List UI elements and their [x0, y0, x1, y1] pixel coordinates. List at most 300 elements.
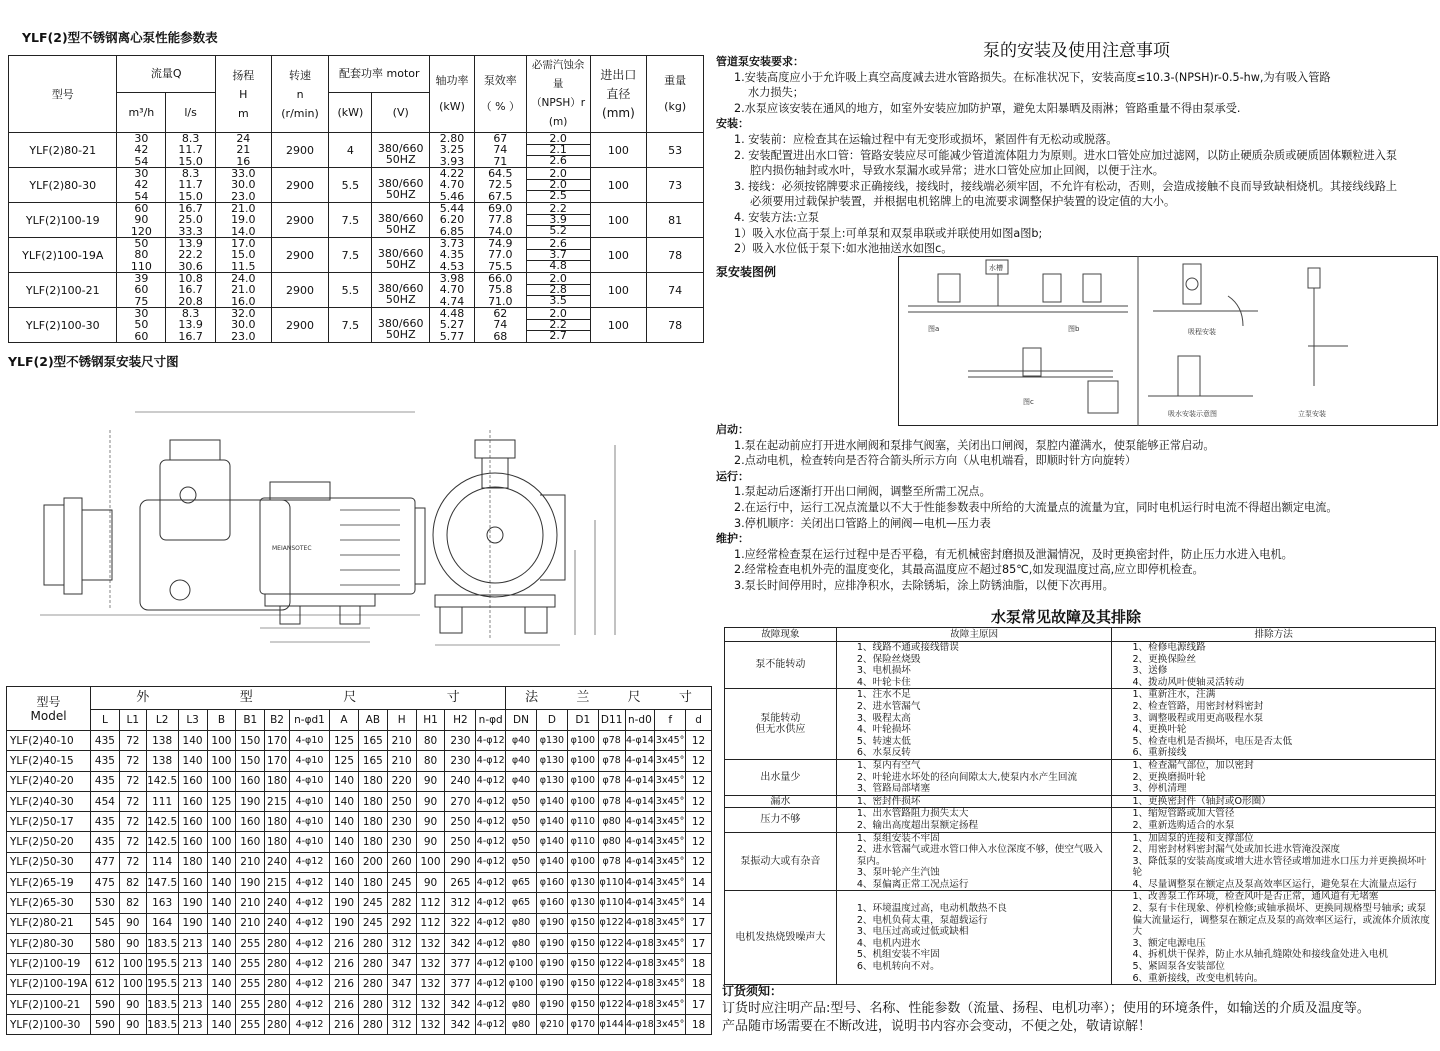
diagram-title: 泵安装图例 — [716, 265, 777, 279]
dim-value: 4-φ12 — [289, 954, 329, 974]
perf-voltage-v: 380/660 — [377, 211, 424, 225]
dim-value: 90 — [416, 791, 445, 811]
perf-e-value: 66.0 — [488, 272, 513, 286]
dim-value: 140 — [330, 791, 359, 811]
fault-causes — [836, 689, 1112, 760]
dim-model: YLF(2)40-15 — [7, 751, 91, 771]
dim-row — [7, 751, 712, 771]
perf-e-value: 62 — [493, 307, 508, 321]
dim-value: 215 — [265, 873, 290, 893]
dim-value: 132 — [416, 974, 445, 994]
dim-value: 4-φ12 — [476, 1015, 506, 1035]
perf-row — [9, 238, 704, 273]
fault-title: 水泵常见故障及其排除 — [991, 608, 1142, 626]
dim-value: 435 — [91, 771, 120, 791]
operation-section — [716, 422, 1438, 594]
dim-value: 190 — [330, 913, 359, 933]
dim-value: 125 — [330, 731, 359, 751]
perf-weight: 81 — [647, 203, 704, 238]
fault-fixes-item: 4、尽量调整泵在额定点及泵高效率区运行，避免泵在大流量点运行 — [1132, 878, 1417, 890]
dim-value: 377 — [445, 974, 476, 994]
dim-value: 72 — [119, 771, 146, 791]
dim-value: 200 — [358, 852, 387, 872]
order-section — [722, 982, 1370, 1036]
dim-value: φ190 — [536, 933, 567, 953]
perf-q1-value: 42 — [134, 143, 149, 157]
dim-value: 160 — [236, 771, 265, 791]
perf-e-value: 75.8 — [488, 283, 513, 297]
dim-value: 4-φ18 — [625, 913, 655, 933]
dim-col-header: H2 — [445, 710, 476, 731]
dim-value: 216 — [330, 974, 359, 994]
perf-q2-value: 16.7 — [178, 202, 203, 216]
dim-value: 160 — [236, 832, 265, 852]
perf-q2-value: 11.7 — [178, 143, 203, 157]
dim-value: 280 — [265, 1015, 290, 1035]
dim-value: 240 — [265, 913, 290, 933]
dim-value: 180 — [178, 852, 207, 872]
fault-causes-item: 2、叶轮进水坏处的径向间隙太大,使泵内水产生回流 — [856, 771, 1078, 783]
dim-col-header: H1 — [416, 710, 445, 731]
perf-p-value: 5.77 — [439, 329, 465, 343]
perf-h-value: 33.0 — [231, 167, 256, 181]
perf-voltage-v: 380/660 — [377, 141, 424, 155]
dim-row — [7, 1015, 712, 1035]
dim-col-header: L1 — [119, 710, 146, 731]
perf-q2-value: 11.7 — [178, 178, 203, 192]
fault-fixes — [1112, 891, 1436, 985]
perf-e — [474, 133, 526, 168]
perf-npsh-value: 2.1 — [527, 145, 590, 156]
dim-col-header: n-φd — [476, 710, 506, 731]
perf-npsh-value: 2.8 — [527, 285, 590, 296]
perf-voltage-v: 380/660 — [377, 316, 424, 330]
order-line-1: 订货时应注明产品:型号、名称、性能参数（流量、扬程、电机功率）；使用的环境条件，如输送的介质及温度等。 — [722, 1001, 1370, 1016]
dim-value: φ130 — [536, 731, 567, 751]
dim-value: 280 — [358, 994, 387, 1014]
perf-q1 — [117, 273, 166, 308]
dim-value: 312 — [387, 1015, 416, 1035]
dim-value: 250 — [445, 832, 476, 852]
perf-voltage — [372, 238, 430, 273]
fault-symptom: 压力不够 — [725, 808, 837, 832]
dim-value: 4-φ14 — [625, 751, 655, 771]
perf-p-value: 6.85 — [439, 224, 465, 238]
fault-causes-item: 4、电机内进水 — [856, 937, 921, 949]
perf-q1-value: 60 — [134, 329, 149, 343]
perf-q2-value: 10.8 — [178, 272, 203, 286]
dim-value: 3x45° — [655, 731, 686, 751]
dim-col-header: f — [655, 710, 686, 731]
run-2: 2.在运行中，运行工况点流量以不大于性能参数表中所给的大流量点的流量为宜，同时电机运行时电流不得超出额定电流。 — [734, 500, 1338, 514]
dim-value: 213 — [178, 1015, 207, 1035]
perf-p-value: 3.73 — [439, 237, 465, 251]
install-2b: 腔内损伤轴封或水叶，导致水泵漏水或异常；进水口管处应加止回阀，以便于注水。 — [750, 164, 1164, 178]
dim-value: 240 — [265, 893, 290, 913]
dim-value: 147.5 — [146, 873, 178, 893]
dim-value: 3x45° — [655, 1015, 686, 1035]
install-4: 4. 安装方法:立泵 — [734, 210, 820, 224]
fault-fixes-item: 2、更换磨损叶轮 — [1132, 771, 1206, 783]
dim-value: 14 — [686, 873, 712, 893]
dim-value: 3x45° — [655, 852, 686, 872]
fault-fixes-item: 5、检查电机是否损坏，电压是否太低 — [1132, 735, 1293, 747]
dim-value: 17 — [686, 933, 712, 953]
perf-h — [215, 273, 271, 308]
perf-npsh-value: 5.2 — [549, 224, 567, 238]
dim-value: 138 — [146, 731, 178, 751]
perf-port: 100 — [590, 238, 647, 273]
dim-value: 72 — [119, 832, 146, 852]
dim-value: 180 — [358, 791, 387, 811]
perf-npsh — [526, 273, 590, 308]
dim-value: φ190 — [536, 974, 567, 994]
dim-value: 180 — [265, 832, 290, 852]
dim-value: 82 — [119, 893, 146, 913]
perf-q2-value: 25.0 — [178, 213, 203, 227]
perf-p-value: 4.74 — [439, 294, 465, 308]
fault-fixes-item: 3、额定电源电压 — [1132, 937, 1206, 949]
svg-text:吸水安装示意图: 吸水安装示意图 — [1168, 410, 1217, 418]
dim-value: 12 — [686, 832, 712, 852]
dim-value: 140 — [207, 994, 236, 1014]
perf-voltage-hz: 50HZ — [385, 258, 416, 271]
dim-value: 3x45° — [655, 933, 686, 953]
perf-weight: 78 — [647, 308, 704, 343]
fault-fixes-item: 3、调整吸程或用更高吸程水泵 — [1132, 712, 1264, 724]
fault-fixes-item: 4、拨动风叶使轴灵活转动 — [1132, 676, 1245, 688]
perf-h-value: 21.0 — [231, 202, 256, 216]
fault-fixes-item: 2、更换保险丝 — [1132, 653, 1197, 665]
perf-h-value: 17.0 — [231, 237, 256, 251]
dim-value: 3x45° — [655, 913, 686, 933]
dim-value: 245 — [358, 893, 387, 913]
fault-causes — [836, 891, 1112, 985]
fault-fixes-item: 6、重新接线，改变电机转向。 — [1132, 972, 1264, 984]
dim-value: 3x45° — [655, 751, 686, 771]
perf-speed: 2900 — [271, 203, 329, 238]
pipe-req-2: 2.水泵应该安装在通风的地方，如室外安装应加防护罩，避免太阳暴晒及雨淋；管路重量不得由泵承受. — [734, 101, 1241, 115]
installation-drawing — [20, 400, 680, 650]
dim-value: φ100 — [567, 852, 598, 872]
dim-value: 180 — [358, 832, 387, 852]
dim-value: φ150 — [567, 974, 598, 994]
perf-q2 — [166, 168, 216, 203]
perf-port: 100 — [590, 273, 647, 308]
dim-value: φ78 — [598, 771, 625, 791]
install-2: 2. 安装配置进出水口管：管路安装应尽可能减少管道流体阻力为原则。进水口管处应加过滤网，以防止硬质杂质或硬质固体颗粒进入泵 — [734, 148, 1398, 162]
dim-value: φ150 — [567, 933, 598, 953]
dim-value: φ210 — [536, 1015, 567, 1035]
dim-value: φ50 — [506, 791, 537, 811]
dim-value: φ50 — [506, 812, 537, 832]
dim-drawing-title: YLF(2)型不锈钢泵安装尺寸图 — [8, 354, 179, 369]
dim-value: 140 — [207, 933, 236, 953]
dim-value: φ78 — [598, 791, 625, 811]
dim-model: YLF(2)100-30 — [7, 1015, 91, 1035]
dim-value: 140 — [178, 751, 207, 771]
dim-value: 183.5 — [146, 1015, 178, 1035]
perf-e-value: 75.5 — [488, 259, 513, 273]
start-1: 1.泵在起动前应打开进水闸阀和泵排气阀塞，关闭出口闸阀，泵腔内灌满水，使泵能够正常启动。 — [734, 438, 1215, 452]
dim-value: φ122 — [598, 994, 625, 1014]
fault-causes-item: 1、注水不足 — [856, 689, 911, 701]
dim-value: 170 — [265, 751, 290, 771]
perf-weight: 73 — [647, 168, 704, 203]
dim-model: YLF(2)50-17 — [7, 812, 91, 832]
fault-causes-item: 6、水泵反转 — [856, 747, 911, 759]
dim-value: 230 — [387, 812, 416, 832]
dim-value: 4-φ12 — [476, 954, 506, 974]
fault-causes-item: 1、环境温度过高，电动机散热不良 — [856, 903, 1007, 915]
perf-q1-value: 30 — [134, 307, 149, 321]
perf-e-value: 77.0 — [488, 248, 513, 262]
fault-table — [724, 627, 1436, 985]
dim-value: φ80 — [598, 812, 625, 832]
dim-value: 140 — [207, 954, 236, 974]
perf-p-value: 4.48 — [439, 307, 465, 321]
dim-value: φ65 — [506, 893, 537, 913]
perf-q2-value: 8.3 — [181, 307, 200, 321]
dim-model: YLF(2)65-30 — [7, 893, 91, 913]
dim-value: 180 — [358, 873, 387, 893]
dim-value: φ130 — [567, 873, 598, 893]
fault-col-fix: 排除方法 — [1112, 628, 1436, 642]
col-head: 扬程 H m — [215, 56, 271, 133]
dim-value: φ122 — [598, 913, 625, 933]
fault-symptom: 泵能转动 但无水供应 — [725, 689, 837, 760]
dim-value: 4-φ12 — [476, 913, 506, 933]
dim-value: 347 — [387, 954, 416, 974]
perf-npsh-value: 2.0 — [527, 134, 590, 145]
dim-col-header: n-φd1 — [289, 710, 329, 731]
performance-table — [8, 55, 704, 343]
perf-h-value: 21.0 — [231, 283, 256, 297]
perf-p-value: 3.93 — [439, 154, 465, 168]
perf-voltage-hz: 50HZ — [385, 188, 416, 201]
dim-value: 4-φ14 — [625, 873, 655, 893]
perf-npsh — [526, 203, 590, 238]
perf-q2 — [166, 308, 216, 343]
dim-value: 160 — [178, 873, 207, 893]
dim-value: 100 — [207, 832, 236, 852]
dim-col-model: 型号 Model — [7, 687, 91, 731]
dim-value: 72 — [119, 852, 146, 872]
fault-fixes-item: 3、送修 — [1132, 665, 1168, 677]
install-method-2: 2）吸入水位低于泵下:如水池抽送水如图c。 — [734, 242, 953, 256]
dim-value: 190 — [178, 913, 207, 933]
dim-value: φ40 — [506, 731, 537, 751]
dim-value: φ50 — [506, 832, 537, 852]
perf-h-value: 23.0 — [231, 189, 256, 203]
dim-value: 183.5 — [146, 994, 178, 1014]
dim-value: 530 — [91, 893, 120, 913]
fault-col-symptom: 故障现象 — [725, 628, 837, 642]
perf-q2-value: 15.0 — [178, 189, 203, 203]
perf-weight: 78 — [647, 238, 704, 273]
perf-npsh-value: 2.6 — [527, 239, 590, 250]
perf-npsh-value: 2.5 — [549, 189, 567, 203]
perf-speed: 2900 — [271, 308, 329, 343]
dim-value: 213 — [178, 974, 207, 994]
dim-value: 3x45° — [655, 974, 686, 994]
dim-value: 195.5 — [146, 974, 178, 994]
run-title: 运行： — [716, 469, 749, 483]
perf-h-value: 16.0 — [231, 294, 256, 308]
dim-value: 90 — [416, 832, 445, 852]
pump-front-view — [433, 430, 615, 645]
dim-value: 4-φ18 — [625, 954, 655, 974]
dim-value: 90 — [119, 994, 146, 1014]
dim-value: 100 — [207, 812, 236, 832]
dim-value: 4-φ12 — [289, 852, 329, 872]
dim-value: 280 — [358, 933, 387, 953]
perf-npsh — [526, 168, 590, 203]
dim-col-header: d — [686, 710, 712, 731]
dim-value: 160 — [178, 812, 207, 832]
order-line-2: 产品随市场需要在不断改进，说明书内容亦会变动，不便之处，敬请谅解！ — [722, 1019, 1152, 1034]
fault-causes-item: 5、机组安装不牢固 — [856, 949, 940, 961]
dim-value: 132 — [416, 1015, 445, 1035]
perf-speed: 2900 — [271, 238, 329, 273]
dim-value: 213 — [178, 933, 207, 953]
perf-q1-value: 50 — [134, 237, 149, 251]
pipe-req-title: 管道泵安装要求： — [716, 55, 804, 68]
dim-value: 140 — [207, 873, 236, 893]
dim-value: 377 — [445, 954, 476, 974]
dim-value: 14 — [686, 893, 712, 913]
perf-voltage — [372, 273, 430, 308]
dim-value: 255 — [236, 974, 265, 994]
dim-value: φ160 — [536, 873, 567, 893]
perf-h-value: 23.0 — [231, 329, 256, 343]
perf-q2-value: 33.3 — [178, 224, 203, 238]
fault-row — [725, 642, 1436, 689]
dim-row — [7, 873, 712, 893]
perf-p-value: 6.20 — [439, 213, 465, 227]
motor-unit-kw: (kW) — [329, 92, 372, 132]
dim-value: 4-φ12 — [476, 791, 506, 811]
perf-e-value: 77.8 — [488, 213, 513, 227]
fault-causes-item: 1、泵组安装不牢固 — [856, 832, 940, 844]
dim-value: φ100 — [506, 974, 537, 994]
dim-value: 312 — [387, 933, 416, 953]
dim-value: 90 — [119, 1015, 146, 1035]
fault-causes-item: 3、泵叶轮产生汽蚀 — [856, 867, 940, 879]
dim-value: 12 — [686, 751, 712, 771]
fault-row — [725, 808, 1436, 832]
dim-value: 210 — [236, 852, 265, 872]
dim-value: 132 — [416, 954, 445, 974]
perf-q2-value: 30.6 — [178, 259, 203, 273]
dim-value: φ50 — [506, 852, 537, 872]
maint-3: 3.泵长时间停用时，应排净积水，去除锈垢，涂上防锈油脂，以便下次再用。 — [734, 578, 1114, 592]
dim-value: 4-φ12 — [476, 731, 506, 751]
pipe-req-1: 1.安装高度应小于允许吸上真空高度减去进水管路损失。在标准状况下，安装高度≤10.3-(NPSH)r-0.5-hw,为有吸入管路 — [734, 70, 1331, 84]
perf-port: 100 — [590, 168, 647, 203]
perf-motor-kw: 7.5 — [329, 238, 372, 273]
fault-row — [725, 832, 1436, 891]
perf-q1-value: 60 — [134, 283, 149, 297]
fault-causes-item: 1、出水管路阻力损失太大 — [856, 808, 969, 820]
dim-value: 3x45° — [655, 893, 686, 913]
perf-h-value: 15.0 — [231, 248, 256, 262]
dim-value: 580 — [91, 933, 120, 953]
dim-value: 3x45° — [655, 791, 686, 811]
dim-value: φ80 — [506, 913, 537, 933]
perf-voltage-v: 380/660 — [377, 176, 424, 190]
dim-value: 265 — [445, 873, 476, 893]
installation-diagrams — [898, 256, 1438, 426]
perf-speed: 2900 — [271, 133, 329, 168]
dim-value: 100 — [119, 974, 146, 994]
perf-npsh-value: 3.5 — [549, 294, 567, 308]
maint-2: 2.经常检查电机外壳的温度变化，其最高温度应不超过85℃,如发现温度过高,应立即停机检查。 — [734, 563, 1204, 577]
dim-value: 213 — [178, 994, 207, 1014]
dim-value: 435 — [91, 832, 120, 852]
fault-row — [725, 891, 1436, 985]
perf-q1-value: 80 — [134, 248, 149, 262]
dim-value: 4-φ14 — [625, 852, 655, 872]
dim-row — [7, 913, 712, 933]
dim-value: 4-φ14 — [625, 791, 655, 811]
perf-q1-value: 30 — [134, 167, 149, 181]
dim-model: YLF(2)40-10 — [7, 731, 91, 751]
dim-value: 138 — [146, 751, 178, 771]
perf-npsh-value: 2.2 — [527, 320, 590, 331]
dim-value: φ78 — [598, 731, 625, 751]
fault-causes — [836, 808, 1112, 832]
dim-value: φ80 — [506, 1015, 537, 1035]
fault-causes — [836, 642, 1112, 689]
dim-value: 240 — [265, 852, 290, 872]
perf-motor-kw: 7.5 — [329, 203, 372, 238]
fault-causes-item: 3、管路局部堵塞 — [856, 783, 931, 795]
perf-q1-value: 30 — [134, 132, 149, 146]
perf-e-value: 64.5 — [488, 167, 513, 181]
fault-symptom: 泵不能转动 — [725, 642, 837, 689]
perf-row — [9, 133, 704, 168]
dim-value: 112 — [416, 913, 445, 933]
dim-value: 18 — [686, 974, 712, 994]
dim-value: 160 — [178, 832, 207, 852]
dim-value: 210 — [387, 751, 416, 771]
perf-q1-value: 39 — [134, 272, 149, 286]
perf-h-value: 30.0 — [231, 318, 256, 332]
perf-q1-value: 110 — [130, 259, 152, 273]
dim-value: 142.5 — [146, 771, 178, 791]
dim-value: φ170 — [567, 1015, 598, 1035]
perf-h-value: 24 — [236, 132, 251, 146]
dim-value: φ160 — [536, 893, 567, 913]
perf-q2-value: 8.3 — [181, 167, 200, 181]
perf-model: YLF(2)100-30 — [9, 308, 117, 343]
maint-title: 维护： — [716, 532, 749, 546]
dim-col-header: D11 — [598, 710, 625, 731]
dim-value: φ122 — [598, 954, 625, 974]
dim-value: 3x45° — [655, 771, 686, 791]
dim-value: 12 — [686, 731, 712, 751]
dim-value: 322 — [445, 913, 476, 933]
fault-fixes-item: 3、停机清理 — [1132, 783, 1187, 795]
fault-fixes-item: 1、检修电源线路 — [1132, 642, 1206, 653]
perf-h — [215, 308, 271, 343]
dim-value: 18 — [686, 1015, 712, 1035]
dim-value: 3x45° — [655, 994, 686, 1014]
dim-value: 4-φ18 — [625, 974, 655, 994]
perf-npsh-value: 2.0 — [527, 274, 590, 285]
dim-value: 4-φ12 — [476, 873, 506, 893]
